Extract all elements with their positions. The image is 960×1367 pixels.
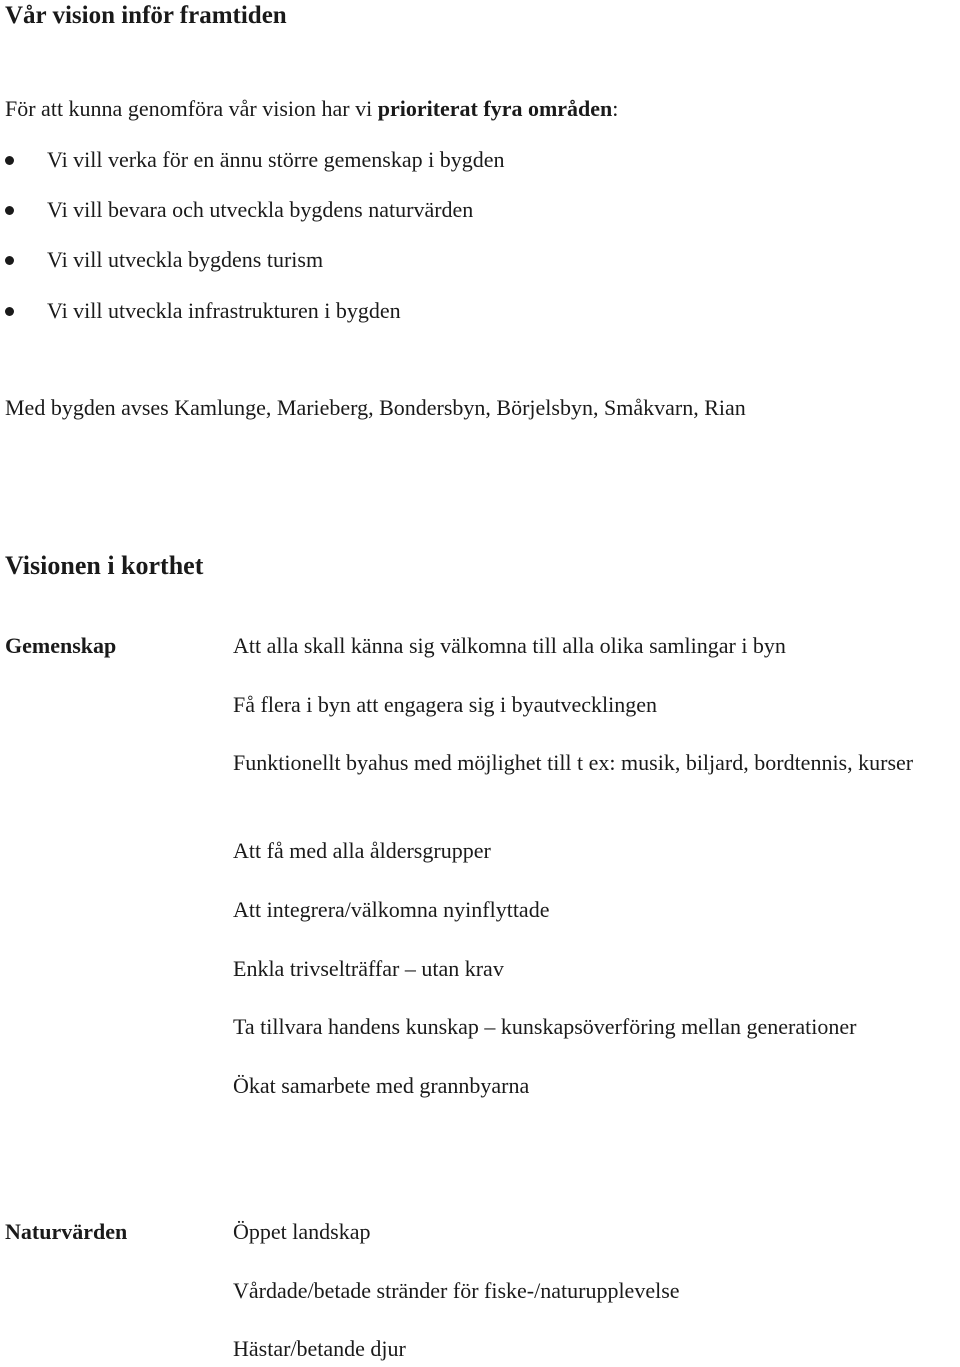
naturvarden-item: Hästar/betande djur bbox=[233, 1336, 406, 1361]
list-item-text: Vi vill utveckla infrastrukturen i bygden bbox=[47, 298, 401, 323]
gemenskap-label: Gemenskap bbox=[5, 633, 117, 658]
list-item-text: Vi vill verka för en ännu större gemenskap i bygden bbox=[47, 147, 505, 172]
bullet-dot-icon bbox=[5, 256, 14, 265]
bullet-dot-icon bbox=[5, 307, 14, 316]
gemenskap-item: Enkla trivselträffar – utan krav bbox=[233, 956, 504, 981]
gemenskap-item: Att integrera/välkomna nyinflyttade bbox=[233, 897, 550, 922]
naturvarden-item: Vårdade/betade stränder för fiske-/naturupplevelse bbox=[233, 1278, 680, 1303]
intro-emphasis: prioriterat fyra områden bbox=[377, 96, 613, 121]
gemenskap-item: Ta tillvara handens kunskap – kunskapsöverföring mellan generationer bbox=[233, 1014, 857, 1039]
gemenskap-item: Funktionellt byahus med möjlighet till t ex: musik, biljard, bordtennis, kurser bbox=[233, 750, 914, 775]
bullet-dot-icon bbox=[5, 206, 14, 215]
intro-paragraph bbox=[5, 95, 618, 123]
intro-prefix: För att kunna genomföra vår vision har vi bbox=[5, 96, 378, 121]
naturvarden-label: Naturvärden bbox=[5, 1219, 128, 1244]
list-item-text: Vi vill utveckla bygdens turism bbox=[47, 247, 324, 272]
gemenskap-item: Att få med alla åldersgrupper bbox=[233, 838, 491, 863]
page-title: Vår vision inför framtiden bbox=[5, 2, 287, 29]
section-heading: Visionen i korthet bbox=[5, 551, 204, 580]
naturvarden-item: Öppet landskap bbox=[233, 1219, 371, 1244]
gemenskap-item: Att alla skall känna sig välkomna till alla olika samlingar i byn bbox=[233, 633, 786, 658]
gemenskap-item: Få flera i byn att engagera sig i byautvecklingen bbox=[233, 692, 657, 717]
intro-suffix: : bbox=[612, 96, 619, 121]
gemenskap-item: Ökat samarbete med grannbyarna bbox=[233, 1073, 530, 1098]
bygden-note: Med bygden avses Kamlunge, Marieberg, Bondersbyn, Börjelsbyn, Småkvarn, Rian bbox=[5, 395, 746, 420]
bullet-dot-icon bbox=[5, 156, 14, 165]
list-item-text: Vi vill bevara och utveckla bygdens naturvärden bbox=[47, 197, 474, 222]
